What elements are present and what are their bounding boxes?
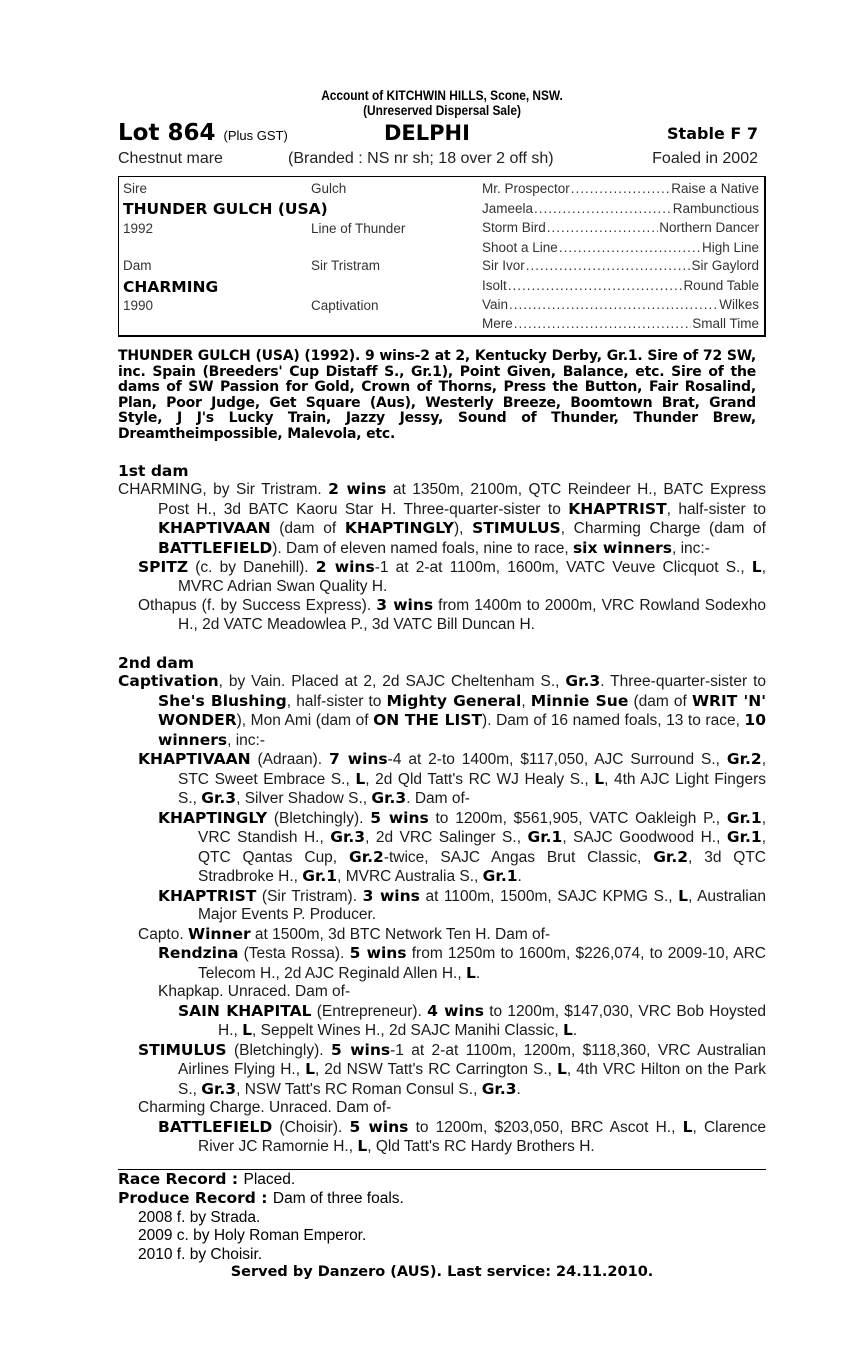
lot-number: Lot 864 (Plus GST) bbox=[118, 120, 288, 146]
sire-label: Sire bbox=[123, 181, 148, 196]
produce-record: Produce Record : Dam of three foals. bbox=[118, 1189, 404, 1207]
colour-sex: Chestnut mare bbox=[118, 150, 223, 167]
progeny-khaptingly-entry: KHAPTINGLY (Bletchingly). 5 wins to 1200m, $561,905, VATC Oakleigh P., Gr.1, VRC Standish H., Gr.3, 2d VRC Salinger S., Gr.1, SAJC Goodwood H., Gr.1, QTC Qantas Cup, Gr.2-twice, SAJC Angas Brut Classic, Gr.2, 3d QTC Stradbroke H., Gr.1, MVRC Australia S., Gr.1. bbox=[158, 808, 767, 885]
progeny-spitz-entry: SPITZ (c. by Danehill). 2 wins-1 at 2-at 1100m, 1600m, VATC Veuve Clicquot S., L, MVRC Adrian Swan Quality H. bbox=[138, 558, 766, 595]
dispersal-sale-line: (Unreserved Dispersal Sale) bbox=[363, 103, 521, 118]
horse-name: DELPHI bbox=[384, 121, 470, 145]
pedigree-fourth-gen-row: Mr. Prospector ..... Raise a Native bbox=[482, 181, 759, 196]
produce-foal: 2008 f. by Strada. bbox=[138, 1208, 261, 1226]
foaled-year: Foaled in 2002 bbox=[652, 150, 758, 167]
lot-row bbox=[118, 120, 766, 150]
dam-label: Dam bbox=[123, 258, 152, 273]
horse-info-row bbox=[118, 150, 766, 174]
first-dam-heading: 1st dam bbox=[118, 462, 189, 480]
pedigree-fourth-gen-row: Jameela ..... Rambunctious bbox=[482, 201, 759, 216]
progeny-othapus-entry: Othapus (f. by Success Express). 3 wins from 1400m to 2000m, VRC Rowland Sodexho H., 2d VATC Meadowlea P., 3d VATC Bill Duncan H. bbox=[138, 596, 766, 633]
sire-summary: THUNDER GULCH (USA) (1992). 9 wins-2 at 2, Kentucky Derby, Gr.1. Sire of 72 SW, inc. Spain (Breeders' Cup Distaff S., Gr.1), Point Given, Balance, etc. Sire of the dams of SW Passion for Gold, Crown of Thorns, Press the Button, Fair Rosalind, Plan, Poor Judge, Get Square (Aus), Westerly Breeze, Boomtown Brat, Grand Style, J J's Lucky Train, Jazzy Jessy, Sound of Thunder, Thunder Brew, Dreamtheimpossible, Malevola, etc. bbox=[118, 348, 756, 442]
produce-foal: 2009 c. by Holy Roman Emperor. bbox=[138, 1227, 367, 1244]
progeny-sain-khapital-entry: SAIN KHAPITAL (Entrepreneur). 4 wins to 1200m, $147,030, VRC Bob Hoysted H., L, Seppelt Wines H., 2d SAJC Manihi Classic, L. bbox=[178, 1001, 767, 1039]
dam-captivation-entry: Captivation, by Vain. Placed at 2, 2d SAJC Cheltenham S., Gr.3. Three-quarter-sister to She's Blushing, half-sister to Mighty General, Minnie Sue (dam of WRIT 'N' WONDER), Mon Ami (dam of ON THE LIST). Dam of 16 named foals, 13 to race, 10 winners, inc:- bbox=[118, 672, 766, 749]
progeny-stimulus-entry: STIMULUS (Bletchingly). 5 wins-1 at 2-at 1100m, 1200m, $118,360, VRC Australian Airlines Flying H., L, 2d NSW Tatt's RC Carrington S., L, 4th VRC Hilton on the Park S., Gr.3, NSW Tatt's RC Roman Consul S., Gr.3. bbox=[138, 1040, 766, 1098]
sire-name: THUNDER GULCH (USA) bbox=[123, 200, 328, 218]
brand-info: (Branded : NS nr sh; 18 over 2 off sh) bbox=[288, 150, 554, 167]
dam-dam: Captivation bbox=[311, 298, 379, 313]
account-line: Account of KITCHWIN HILLS, Scone, NSW. bbox=[321, 88, 563, 103]
progeny-rendzina-entry: Rendzina (Testa Rossa). 5 wins from 1250m to 1600m, $226,074, to 2009-10, ARC Telecom H., 2d AJC Reginald Allen H., L. bbox=[158, 944, 767, 982]
pedigree-fourth-gen-row: Sir Ivor ..... Sir Gaylord bbox=[482, 258, 759, 273]
produce-foal: 2010 f. by Choisir. bbox=[138, 1245, 263, 1263]
dam-year: 1990 bbox=[123, 298, 154, 313]
sire-sire: Gulch bbox=[311, 181, 347, 196]
progeny-khaptivaan-entry: KHAPTIVAAN (Adraan). 7 wins-4 at 2-to 1400m, $117,050, AJC Surround S., Gr.2, STC Sweet Embrace S., L, 2d Qld Tatt's RC WJ Healy S., L, 4th AJC Light Fingers S., Gr.3, Silver Shadow S., Gr.3. Dam of- bbox=[138, 750, 767, 807]
progeny-battlefield-entry: BATTLEFIELD (Choisir). 5 wins to 1200m, $203,050, BRC Ascot H., L, Clarence River JC Ramornie H., L, Qld Tatt's RC Hardy Brothers H. bbox=[158, 1117, 766, 1155]
plus-gst: (Plus GST) bbox=[223, 128, 288, 143]
second-dam-heading: 2nd dam bbox=[118, 654, 195, 672]
progeny-khaptrist-entry: KHAPTRIST (Sir Tristram). 3 wins at 1100m, 1500m, SAJC KPMG S., L, Australian Major Events P. Producer. bbox=[158, 886, 766, 923]
dam-name: CHARMING bbox=[123, 278, 219, 296]
race-record: Race Record : Placed. bbox=[118, 1169, 296, 1188]
progeny-khapkap-entry: Khapkap. Unraced. Dam of- bbox=[158, 983, 351, 1000]
pedigree-fourth-gen-row: Shoot a Line ..... High Line bbox=[482, 240, 759, 255]
pedigree-fourth-gen-row: Isolt ..... Round Table bbox=[482, 278, 759, 293]
dam-charming-entry: CHARMING, by Sir Tristram. 2 wins at 1350m, 2100m, QTC Reindeer H., BATC Express Post H., 3d BATC Kaoru Star H. Three-quarter-sister to KHAPTRIST, half-sister to KHAPTIVAAN (dam of KHAPTINGLY), STIMULUS, Charming Charge (dam of BATTLEFIELD). Dam of eleven named foals, nine to race, six winners, inc:- bbox=[118, 480, 766, 557]
catalogue-page bbox=[118, 88, 766, 1280]
pedigree-fourth-gen-row: Mere ..... Small Time bbox=[482, 316, 759, 331]
dam-sire: Sir Tristram bbox=[311, 258, 380, 273]
sire-dam: Line of Thunder bbox=[311, 221, 406, 236]
served-by-line: Served by Danzero (AUS). Last service: 24.11.2010. bbox=[230, 1264, 654, 1280]
pedigree-fourth-gen-row: Vain ..... Wilkes bbox=[482, 297, 759, 312]
progeny-charming-charge-entry: Charming Charge. Unraced. Dam of- bbox=[138, 1099, 392, 1116]
sire-year: 1992 bbox=[123, 221, 154, 236]
progeny-capto-entry: Capto. Winner at 1500m, 3d BTC Network Ten H. Dam of- bbox=[138, 924, 551, 943]
stable-number: Stable F 7 bbox=[667, 124, 758, 143]
pedigree-fourth-gen-row: Storm Bird ..... Northern Dancer bbox=[482, 220, 759, 235]
pedigree-table bbox=[118, 176, 766, 337]
